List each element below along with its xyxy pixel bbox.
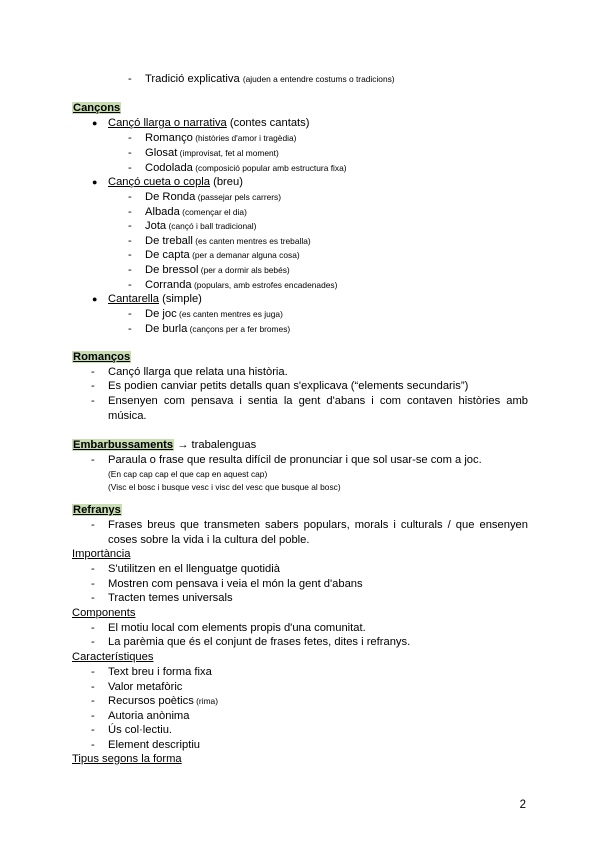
list-item: Ensenyen com pensava i sentia la gent d'abans i com contaven històries amb música. bbox=[108, 395, 528, 422]
list-item: Element descriptiu bbox=[108, 739, 201, 751]
dash-marker: - bbox=[91, 739, 95, 751]
list-item: Codolada (composició popular amb estructura fixa) bbox=[145, 162, 347, 174]
list-item: Mostren com pensava i veia el món la gent d'abans bbox=[108, 578, 363, 590]
section-heading-embarbussaments: Embarbussaments → trabalenguas bbox=[73, 439, 257, 451]
dash-marker: - bbox=[128, 323, 132, 335]
list-item: Valor metafòric bbox=[108, 681, 183, 693]
list-item: De Ronda (passejar pels carrers) bbox=[145, 191, 282, 203]
dash-marker: - bbox=[91, 695, 95, 707]
list-item: Recursos poètics (rima) bbox=[108, 695, 219, 707]
dash-marker: - bbox=[91, 578, 95, 590]
subheading-components: Components bbox=[72, 607, 136, 619]
list-item: Ús col·lectiu. bbox=[108, 724, 173, 736]
list-item: Cançó llarga o narrativa (contes cantats) bbox=[108, 117, 310, 129]
list-item bbox=[145, 72, 395, 87]
list-item: Es podien canviar petits detalls quan s'explicava (“elements secundaris”) bbox=[108, 380, 469, 392]
dash-marker: - bbox=[91, 710, 95, 722]
section-heading-romancos: Romanços bbox=[73, 351, 131, 363]
dash-marker: - bbox=[128, 220, 132, 232]
list-item: Jota (cançó i ball tradicional) bbox=[145, 220, 257, 232]
dash-marker: - bbox=[91, 636, 95, 648]
section-heading-refranys: Refranys bbox=[73, 504, 121, 516]
list-item: Frases breus que transmeten sabers populars, morals i culturals / que ensenyen coses sobre la vida i la cultura del poble. bbox=[108, 519, 528, 546]
dash-marker: - bbox=[128, 249, 132, 261]
item-note: (ajuden a entendre costums o tradicions) bbox=[242, 74, 395, 84]
list-item: De treball (es canten mentres es treballa) bbox=[145, 235, 311, 247]
dash-marker: - bbox=[91, 724, 95, 736]
dash-marker: - bbox=[128, 132, 132, 144]
dash-marker: - bbox=[91, 666, 95, 678]
list-item: Romanço (històries d'amor i tragèdia) bbox=[145, 132, 297, 144]
list-item: Autoria anònima bbox=[108, 710, 190, 722]
subheading-importancia: Importància bbox=[72, 548, 131, 560]
list-item: Tracten temes universals bbox=[108, 592, 233, 604]
page-number: 2 bbox=[519, 799, 526, 811]
dash-marker: - bbox=[128, 264, 132, 276]
dash-marker: - bbox=[91, 366, 95, 378]
bullet-marker: ● bbox=[92, 118, 98, 128]
subheading-caracteristiques: Característiques bbox=[72, 651, 154, 663]
dash-marker: - bbox=[128, 206, 132, 218]
list-item: Glosat (improvisat, fet al moment) bbox=[145, 147, 279, 159]
section-heading-cancons: Cançons bbox=[73, 102, 121, 114]
list-item: Albada (començar el dia) bbox=[145, 206, 247, 218]
dash-marker: - bbox=[91, 454, 95, 466]
list-item: Cantarella (simple) bbox=[108, 293, 202, 305]
dash-marker: - bbox=[91, 380, 95, 392]
bullet-marker: ● bbox=[92, 294, 98, 304]
list-item: De bressol (per a dormir als bebés) bbox=[145, 264, 290, 276]
dash-marker: - bbox=[91, 519, 95, 531]
dash-marker: - bbox=[128, 235, 132, 247]
list-item: De joc (es canten mentres es juga) bbox=[145, 308, 283, 320]
dash-marker: - bbox=[128, 73, 132, 85]
dash-marker: - bbox=[91, 563, 95, 575]
dash-marker: - bbox=[128, 162, 132, 174]
item-text: Tradició explicativa bbox=[145, 73, 240, 85]
dash-marker: - bbox=[128, 279, 132, 291]
list-item: El motiu local com elements propis d'una comunitat. bbox=[108, 622, 366, 634]
list-item: Paraula o frase que resulta difícil de pronunciar i que sol usar-se com a joc. bbox=[108, 454, 482, 466]
translation-text: trabalenguas bbox=[191, 439, 257, 451]
list-item: Text breu i forma fixa bbox=[108, 666, 212, 678]
subheading-tipus: Tipus segons la forma bbox=[72, 753, 182, 765]
list-item: La parèmia que és el conjunt de frases fetes, dites i refranys. bbox=[108, 636, 411, 648]
list-item: De burla (cançons per a fer bromes) bbox=[145, 323, 291, 335]
dash-marker: - bbox=[91, 395, 95, 407]
dash-marker: - bbox=[128, 308, 132, 320]
dash-marker: - bbox=[91, 622, 95, 634]
dash-marker: - bbox=[91, 681, 95, 693]
example-text: (Visc el bosc i busque vesc i visc del vesc que busque al bosc) bbox=[108, 482, 341, 492]
list-item: Cançó cueta o copla (breu) bbox=[108, 176, 243, 188]
dash-marker: - bbox=[128, 147, 132, 159]
bullet-marker: ● bbox=[92, 177, 98, 187]
dash-marker: - bbox=[91, 592, 95, 604]
dash-marker: - bbox=[128, 191, 132, 203]
list-item: Cançó llarga que relata una història. bbox=[108, 366, 288, 378]
list-item: S'utilitzen en el llenguatge quotidià bbox=[108, 563, 280, 575]
list-item: Corranda (populars, amb estrofes encadenades) bbox=[145, 279, 338, 291]
example-text: (En cap cap cap el que cap en aquest cap) bbox=[108, 469, 268, 479]
arrow-glyph: → bbox=[174, 439, 192, 451]
list-item: De capta (per a demanar alguna cosa) bbox=[145, 249, 300, 261]
